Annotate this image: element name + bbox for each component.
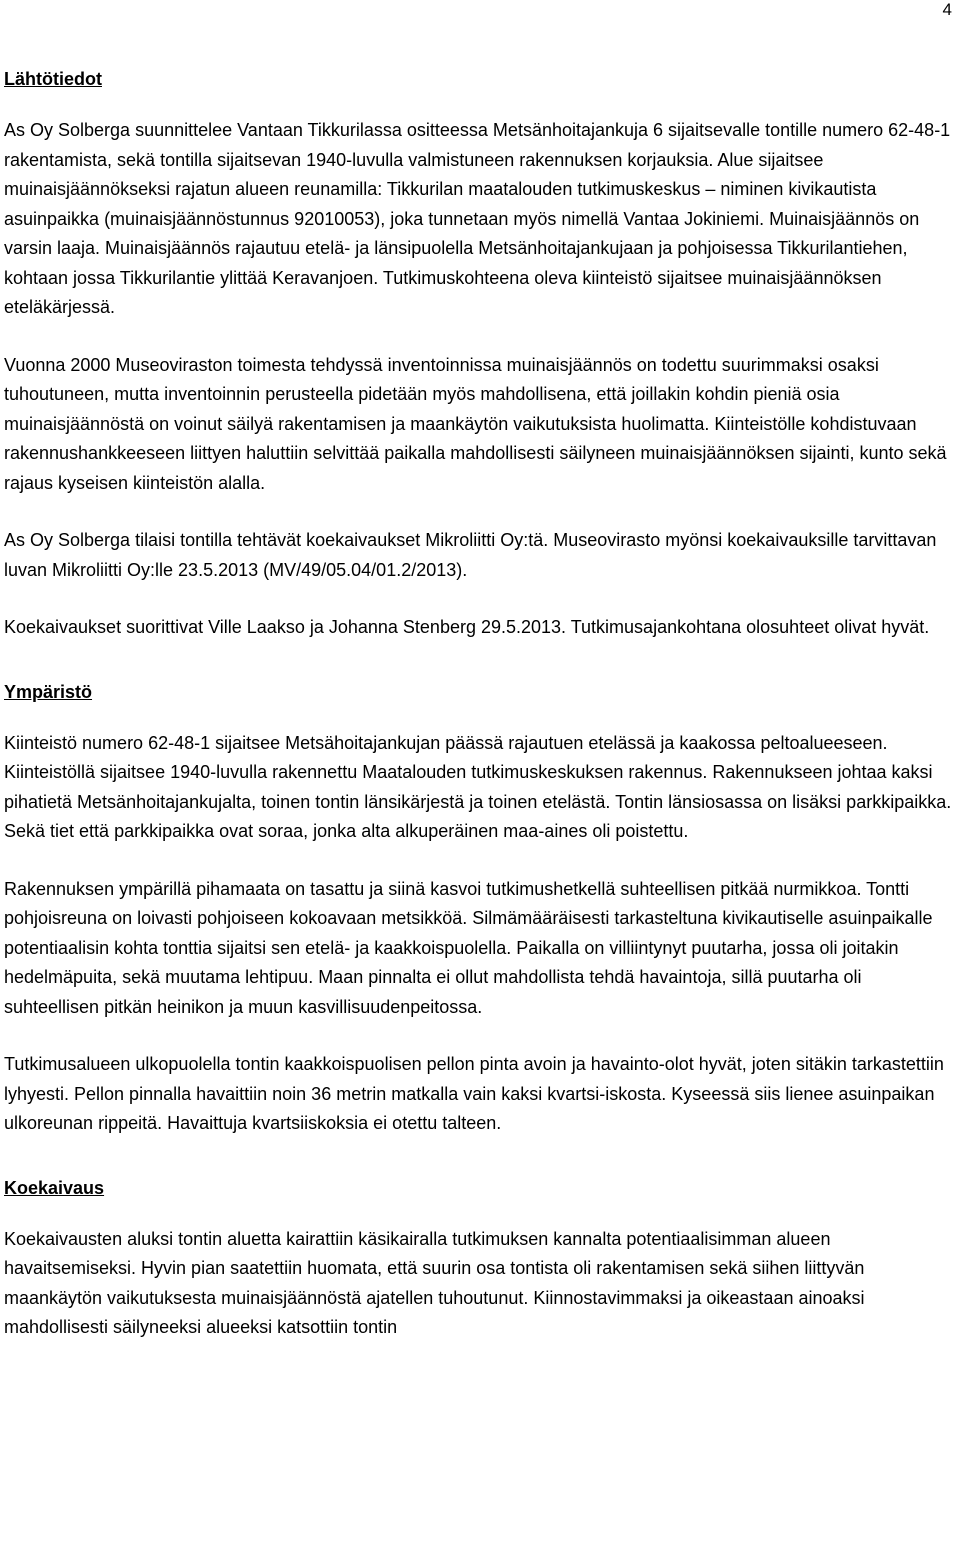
paragraph-lahtotiedot-1: As Oy Solberga suunnittelee Vantaan Tikkurilassa osittеessa Metsänhoitajankuja 6 sijaitsevalle tontille numero 62-48-1 rakentamista, sekä tontilla sijaitsevan 1940-luvulla valmistuneen rakennuksen korjauksia. Alue sijaitsee muinaisjäännökseksi rajatun alueen reunamilla: Tikkurilan maatalouden tutkimuskeskus – niminen kivikautista asuinpaikka (muinaisjäännöstunnus 92010053), joka tunnetaan myös nimellä Vantaa Jokiniemi. Muinaisjäännös on varsin laaja. Muinaisjäännös rajautuu etelä- ja länsipuolella Metsänhoitajankujaan ja pohjoisessa Tikkurilantiehen, kohtaan jossa Tikkurilantie ylittää Keravanjoen. Tutkimuskohteena oleva kiinteistö sijaitsee muinaisjäännöksen eteläkärjessä. — [4, 120, 951, 317]
heading-ymparisto: Ympäristö — [4, 681, 93, 702]
paragraph-ymparisto-2: Rakennuksen ympärillä pihamaata on tasattu ja siinä kasvoi tutkimushetkellä suhteellisen pitkää nurmikkoa. Tontti pohjoisreuna on loivasti pohjoiseen kokoavaan metsikköä. Silmämääräisesti tarkasteltuna kivikautiselle asuinpaikalle potentiaalisin kohta tonttia sijaitsi sen etelä- ja kaakkoispuolella. Paikalla on villiintynyt puutarha, jossa oli joitakin hedelmäpuita, sekä muutama lehtipuu. Maan pinnalta ei ollut mahdollista tehdä havaintoja, sillä puutarha oli suhteellisen pitkän heinikon ja muun kasvillisuudenpeitossa. — [4, 878, 933, 1017]
paragraph-lahtotiedot-2: Vuonna 2000 Museoviraston toimesta tehdyssä inventoinnissa muinaisjäännös on todettu suurimmaksi osaksi tuhoutuneen, mutta inventoinnin perusteella pidetään myös mahdollisena, että joillakin kohdin pieniä osia muinaisjäännöstä on voinut säilyä rakentamisen ja maankäytön vaikutuksista huolimatta. Kiinteistölle kohdistuvaan rakennushankkeeseen liittyen haluttiin selvittää paikalla mahdollisesti säilyneen muinaisjäännöksen sijainti, kunto sekä rajaus kyseisen kiinteistön alalla. — [4, 354, 947, 493]
document-body — [4, 64, 956, 1343]
heading-koekaivaus: Koekaivaus — [4, 1177, 105, 1198]
paragraph-ymparisto-1: Kiinteistö numero 62-48-1 sijaitsee Metsähoitajankujan päässä rajautuen etelässä ja kaakossa peltoalueeseen. Kiinteistöllä sijaitsee 1940-luvulla rakennettu Maatalouden tutkimuskeskuksen rakennus. Rakennukseen johtaa kaksi pihatietä Metsänhoitajankujalta, toinen tontin länsikärjestä ja toinen etelästä. Tontin länsiosassa on lisäksi parkkipaikka. Sekä tiet että parkkipaikka ovat soraa, jonka alta alkuperäinen maa-aines oli poistettu. — [4, 732, 952, 841]
paragraph-ymparisto-3: Tutkimusalueen ulkopuolella tontin kaakkoispuolisen pellon pinta avoin ja havainto-olot hyvät, joten sitäkin tarkastettiin lyhyesti. Pellon pinnalla havaittiin noin 36 metrin matkalla vain kaksi kvartsi-iskosta. Kyseessä siis lienee asuinpaikan ulkoreunan rippeitä. Havaittuja kvartsiiskoksia ei otettu talteen. — [4, 1054, 944, 1133]
heading-lahtotiedot: Lähtötiedot — [4, 69, 102, 89]
paragraph-lahtotiedot-4: Koekaivaukset suorittivat Ville Laakso ja Johanna Stenberg 29.5.2013. Tutkimusajankohtana olosuhteet olivat hyvät. — [4, 617, 930, 637]
paragraph-lahtotiedot-3: As Oy Solberga tilaisi tontilla tehtävät koekaivaukset Mikroliitti Oy:tä. Museovirasto myönsi koekaivauksille tarvittavan luvan Mikroliitti Oy:lle 23.5.2013 (MV/49/05.04/01.2/2013). — [4, 530, 937, 580]
paragraph-koekaivaus-1: Koekaivausten aluksi tontin aluetta kairattiin käsikairalla tutkimuksen kannalta potentiaalisimman alueen havaitsemiseksi. Hyvin pian saatettiin huomata, että suurin osa tontista oli rakentamisen sekä siihen liittyvän maankäytön vaikutuksesta muinaisjäännöstä ajatellen tuhoutunut. Kiinnostavimmaksi ja oikeastaan ainoaksi mahdollisesti säilyneeksi alueeksi katsottiin tontin — [4, 1228, 865, 1337]
page-number: 4 — [942, 0, 952, 19]
